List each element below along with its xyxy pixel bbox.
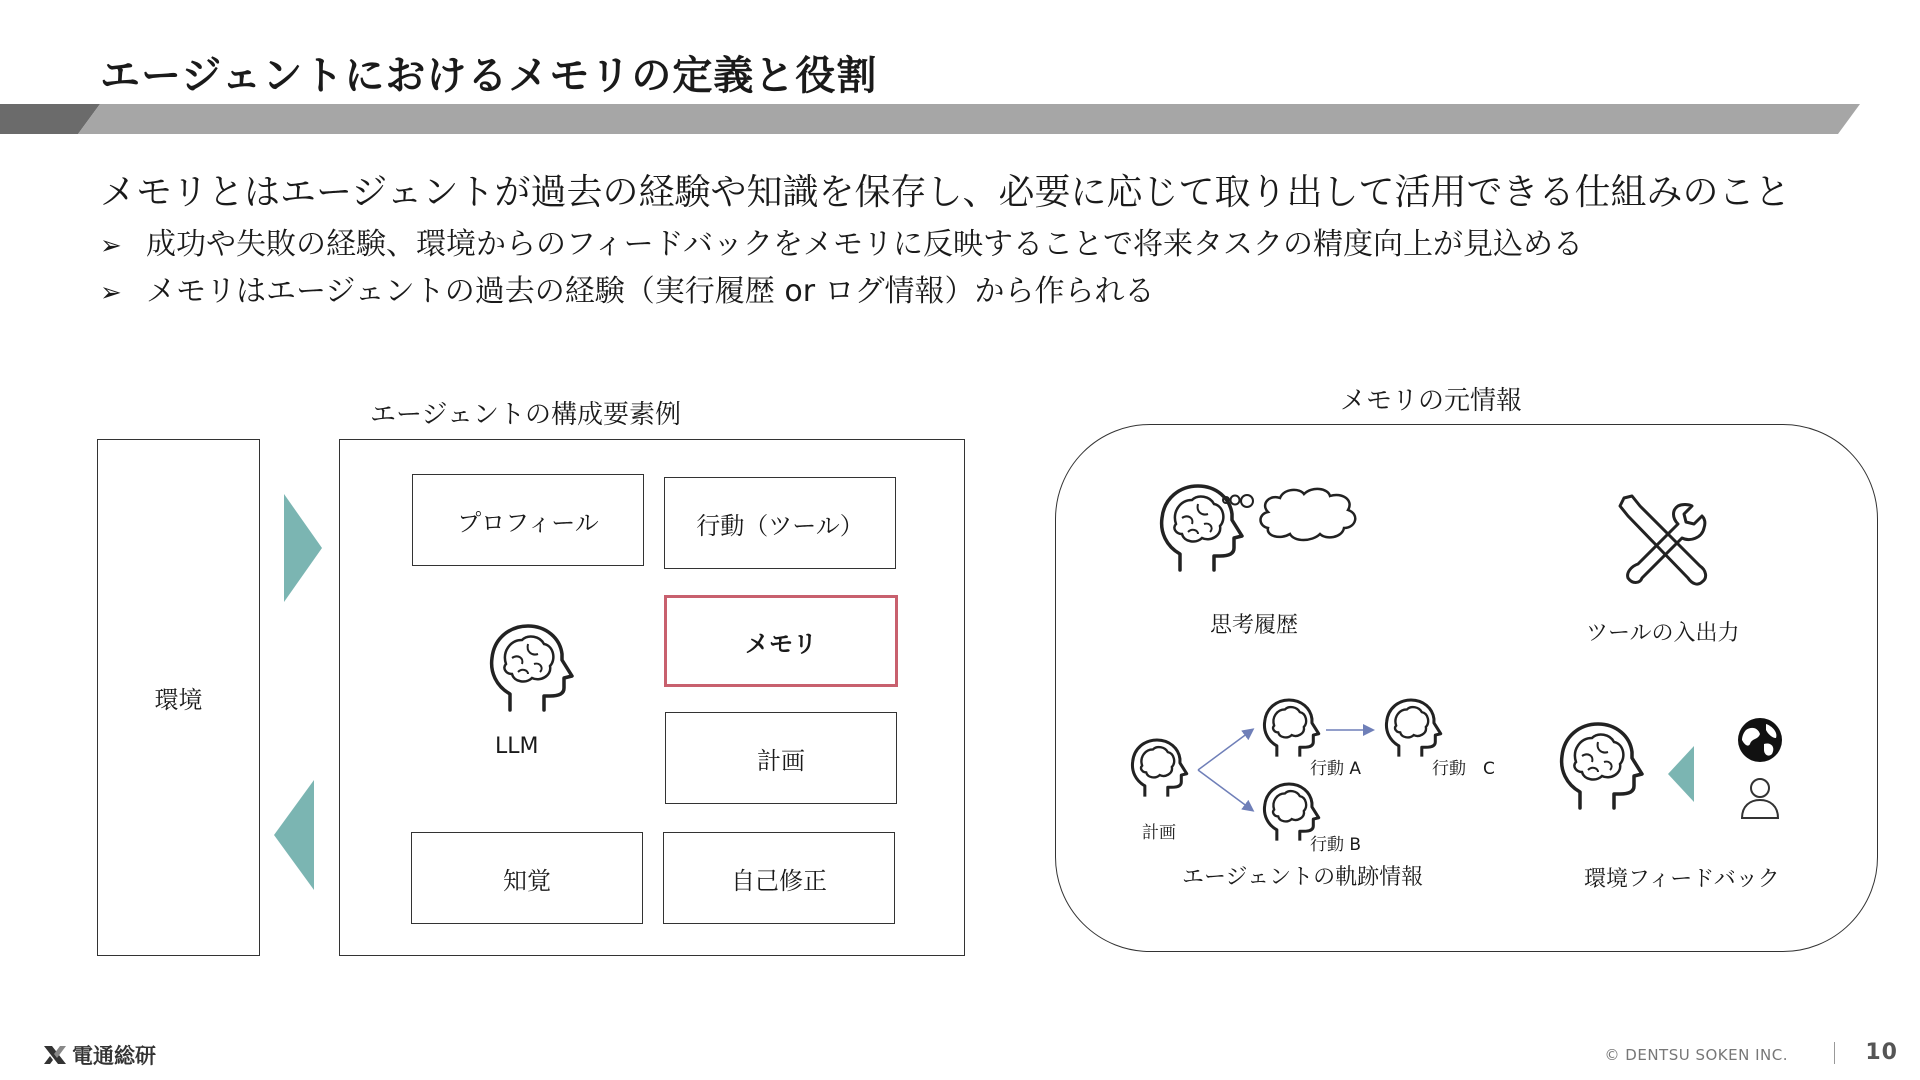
perception-label: 知覚 (503, 866, 551, 895)
env-feedback-label: 環境フィードバック (1584, 867, 1780, 892)
wrench-screwdriver-icon (1618, 494, 1710, 586)
bullet-arrow-icon: ➢ (100, 278, 122, 308)
lead-text: メモリとはエージェントが過去の経験や知識を保存し、必要に応じて取り出して活用できる仕組みのこと (100, 172, 1791, 213)
slide-title: エージェントにおけるメモリの定義と役割 (100, 53, 878, 99)
llm-brain-head-icon (488, 624, 568, 714)
trajectory-flow-arrows (1190, 720, 1390, 820)
person-icon (1740, 776, 1780, 820)
bullet-arrow-icon: ➢ (100, 231, 122, 261)
logo-mark-icon (42, 1044, 68, 1066)
action-a-label: 行動 A (1310, 759, 1362, 779)
self-correction-box (663, 832, 895, 924)
bullet-item (100, 219, 1583, 263)
plan-box (665, 712, 897, 804)
environment-label: 環境 (154, 686, 203, 714)
action-tool-box (664, 477, 896, 569)
plan-brain-head-icon (1130, 738, 1184, 800)
profile-label: プロフィール (457, 508, 599, 537)
llm-label: LLM (495, 734, 539, 759)
left-triangle-arrow-icon (274, 780, 314, 890)
thought-history-label: 思考履歴 (1210, 613, 1299, 638)
globe-icon (1736, 716, 1784, 764)
plan-label: 計画 (1142, 823, 1176, 843)
bullet-text: メモリはエージェントの過去の経験（実行履歴 or ログ情報）から作られる (146, 274, 1155, 309)
copyright: © DENTSU SOKEN INC. (1604, 1046, 1788, 1064)
profile-box (412, 474, 644, 566)
plan-label: 計画 (757, 746, 805, 775)
trajectory-label: エージェントの軌跡情報 (1182, 865, 1424, 890)
action-c-brain-head-icon (1384, 698, 1438, 760)
sources-heading: メモリの元情報 (1340, 386, 1523, 416)
bullet-text: 成功や失敗の経験、環境からのフィードバックをメモリに反映することで将来タスクの精度向上が見込める (146, 227, 1583, 262)
footer-separator (1834, 1042, 1835, 1064)
feedback-brain-head-icon (1558, 720, 1638, 814)
company-logo (42, 1040, 156, 1070)
self-correction-label: 自己修正 (731, 866, 827, 895)
bullet-item (100, 266, 1155, 310)
memory-box (664, 595, 898, 687)
logo-text: 電通総研 (72, 1044, 156, 1068)
perception-box (411, 832, 643, 924)
tool-io-label: ツールの入出力 (1586, 621, 1740, 646)
action-c-label: 行動 C (1432, 759, 1495, 779)
flow-arrows (282, 494, 322, 890)
action-b-label: 行動 B (1310, 835, 1362, 855)
environment-box (97, 439, 260, 956)
header-band (0, 104, 1860, 134)
page-number: 10 (1865, 1040, 1898, 1065)
memory-label: メモリ (745, 629, 817, 658)
thought-cloud-icon (1222, 484, 1372, 550)
right-triangle-arrow-icon (284, 494, 322, 602)
feedback-triangle-arrow-icon (1666, 744, 1696, 804)
components-heading: エージェントの構成要素例 (370, 400, 681, 430)
action-tool-label: 行動（ツール） (696, 511, 864, 540)
